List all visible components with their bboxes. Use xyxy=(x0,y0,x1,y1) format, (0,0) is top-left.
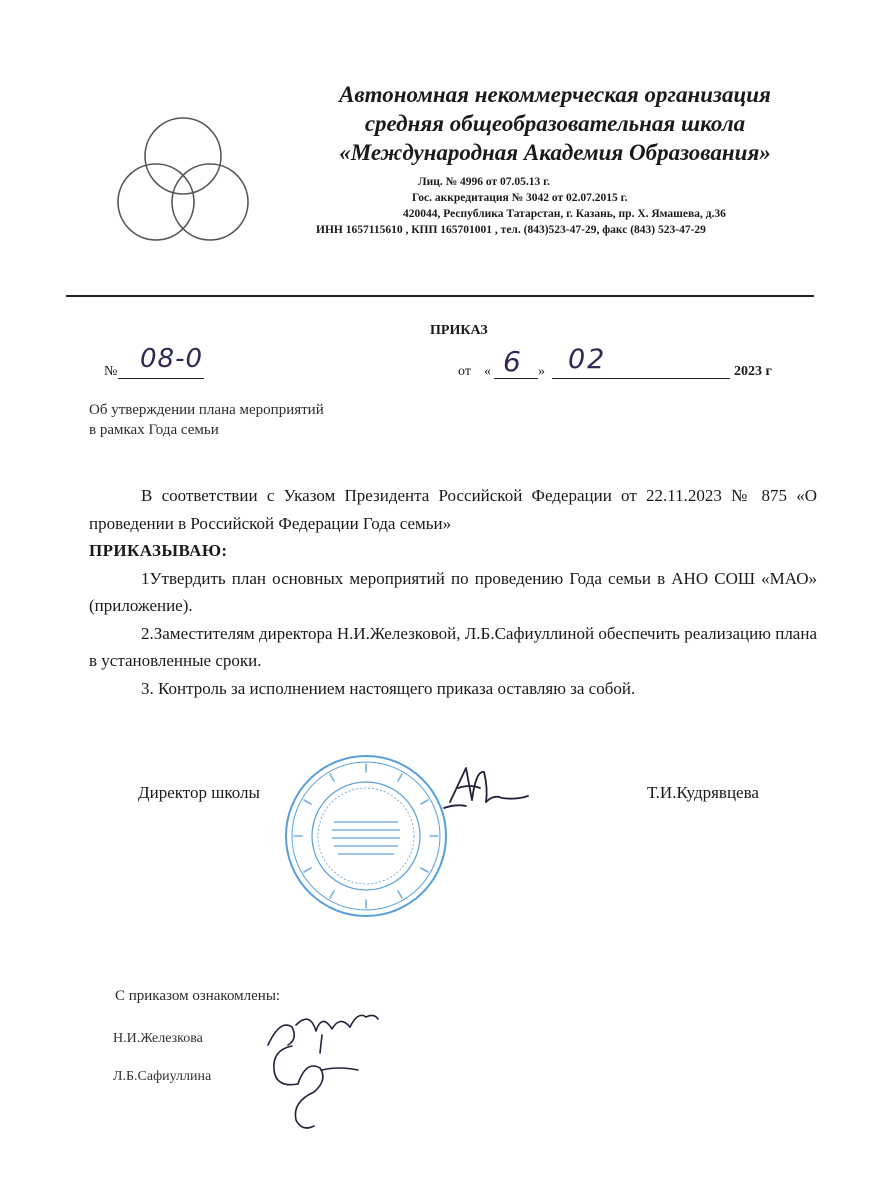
org-name-line3: «Международная Академия Образования» xyxy=(339,140,771,165)
org-title xyxy=(290,80,820,167)
director-signature-icon xyxy=(436,758,536,822)
body-item-1: 1Утвердить план основных мероприятий по проведению Года семьи в АНО СОШ «МАО» (приложение). xyxy=(89,568,817,615)
date-day-line xyxy=(494,378,538,379)
org-name-line2: средняя общеобразовательная школа xyxy=(364,111,746,136)
round-stamp-icon xyxy=(282,752,450,920)
acknowledged-name-2: Л.Б.Сафиуллина xyxy=(113,1069,212,1084)
subject-line1: Об утверждении плана мероприятий xyxy=(89,402,324,418)
header-divider xyxy=(66,295,814,297)
body-heading: ПРИКАЗЫВАЮ: xyxy=(89,541,228,560)
address-line: 420044, Республика Татарстан, г. Казань, пр. Х. Ямашева, д.36 xyxy=(403,208,726,220)
date-month-value: 02 xyxy=(568,344,607,375)
date-year: 2023 г xyxy=(734,364,772,379)
date-month-line xyxy=(552,378,730,379)
director-role: Директор школы xyxy=(138,783,260,802)
date-close-quote: » xyxy=(538,364,545,379)
order-number-value: 08-0 xyxy=(140,344,204,374)
body-intro: В соответствии с Указом Президента Российской Федерации от 22.11.2023 № 875 «О проведении в Российской Федерации Года семьи» xyxy=(89,486,817,533)
body-item-2: 2.Заместителям директора Н.И.Железковой, Л.Б.Сафиуллиной обеспечить реализацию плана в установленные сроки. xyxy=(89,623,817,670)
accreditation-line: Гос. аккредитация № 3042 от 02.07.2015 г. xyxy=(412,192,628,204)
date-prefix: от xyxy=(458,364,471,379)
logo-circles-icon xyxy=(112,114,254,244)
subject-line2: в рамках Года семьи xyxy=(89,422,219,438)
order-body xyxy=(89,482,817,702)
director-name: Т.И.Кудрявцева xyxy=(647,783,759,802)
body-item-3: 3. Контроль за исполнением настоящего приказа оставляю за собой. xyxy=(141,678,636,698)
org-name-line1: Автономная некоммерческая организация xyxy=(339,82,771,107)
order-number-line xyxy=(118,378,204,379)
acknowledged-name-1: Н.И.Железкова xyxy=(113,1031,203,1046)
order-subject xyxy=(89,400,324,440)
order-number-label: № xyxy=(104,364,118,379)
date-day-value: 6 xyxy=(503,345,521,378)
signature-2-icon xyxy=(262,1040,372,1135)
order-title: ПРИКАЗ xyxy=(430,323,488,338)
contacts-line: ИНН 1657115610 , КПП 165701001 , тел. (843)523-47-29, факс (843) 523-47-29 xyxy=(316,224,706,236)
date-open-quote: « xyxy=(484,364,491,379)
license-line: Лиц. № 4996 от 07.05.13 г. xyxy=(418,176,550,188)
acknowledgement-title: С приказом ознакомлены: xyxy=(115,988,281,1004)
